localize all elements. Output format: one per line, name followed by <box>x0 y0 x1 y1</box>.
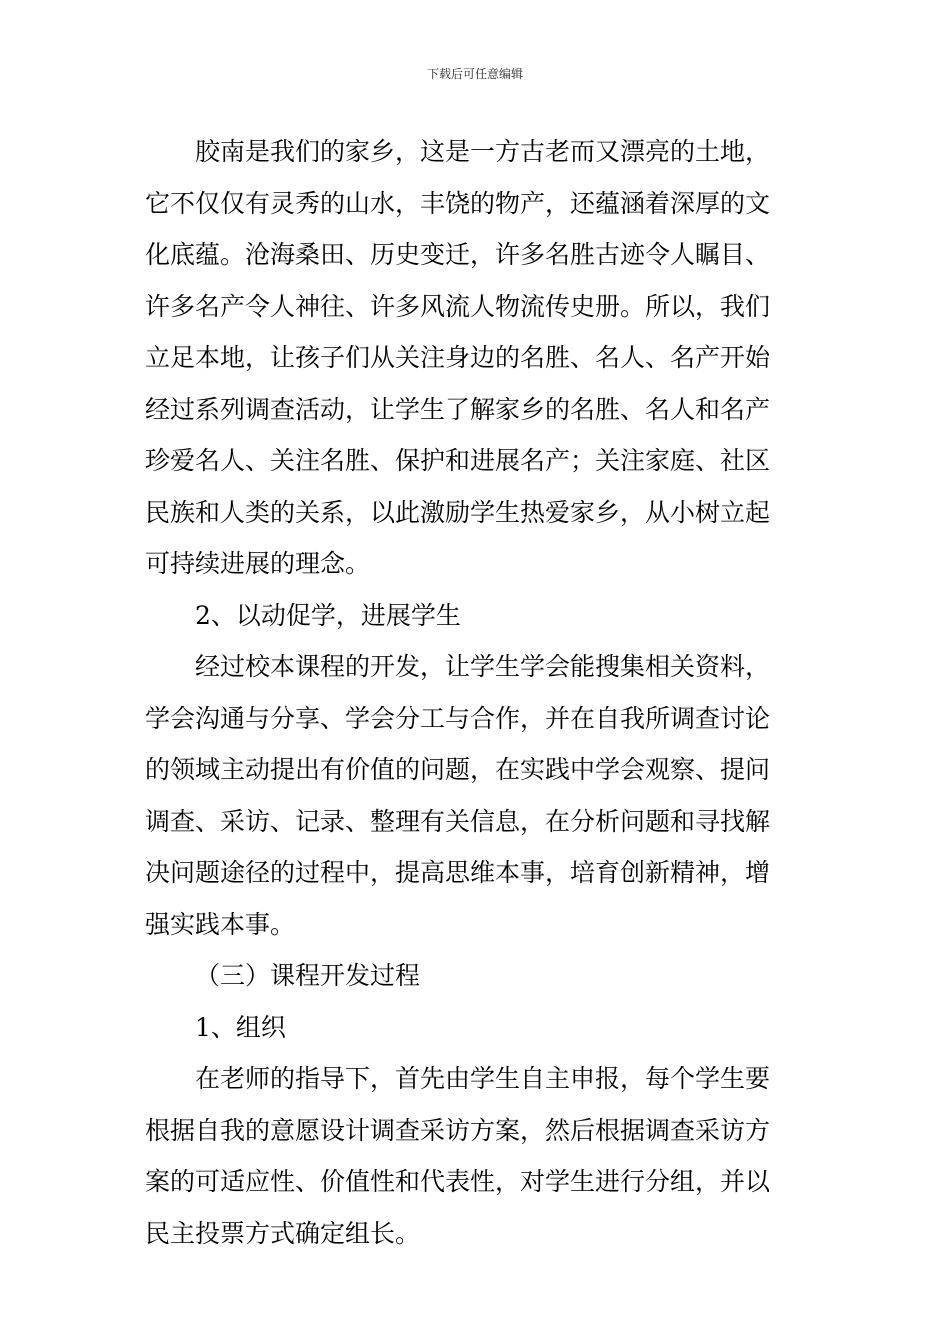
paragraph-line: 经过校本课程的开发，让学生学会能搜集相关资料， <box>195 652 771 681</box>
paragraph-line: 调查、采访、记录、整理有关信息，在分析问题和寻找解 <box>145 806 771 836</box>
paragraph-line: 案的可适应性、价值性和代表性，对学生进行分组，并以 <box>145 1167 771 1196</box>
paragraph-line: 经过系列调查活动，让学生了解家乡的名胜、名人和名产 <box>145 394 771 424</box>
document-body <box>145 126 810 1259</box>
paragraph-line: 立足本地，让孩子们从关注身边的名胜、名人、名产开始 <box>145 343 771 372</box>
paragraph-line: 决问题途径的过程中，提高思维本事，培育创新精神，增 <box>145 858 771 887</box>
section-heading: 2、以动促学，进展学生 <box>195 600 461 630</box>
paragraph-line: 胶南是我们的家乡，这是一方古老而又漂亮的土地， <box>195 137 771 166</box>
paragraph-line: 民主投票方式确定组长。 <box>145 1218 421 1248</box>
page-header: 下载后可任意编辑 <box>426 67 523 81</box>
section-heading: 1、组织 <box>195 1012 286 1042</box>
paragraph-line: 强实践本事。 <box>145 909 296 939</box>
paragraph-line: 根据自我的意愿设计调查采访方案，然后根据调查采访方 <box>145 1115 771 1145</box>
paragraph-line: 许多名产令人神往、许多风流人物流传史册。所以，我们 <box>145 291 771 321</box>
paragraph-line: 学会沟通与分享、学会分工与合作，并在自我所调查讨论 <box>145 703 771 733</box>
paragraph-line: 民族和人类的关系，以此激励学生热爱家乡，从小树立起 <box>145 497 771 527</box>
paragraph-line: 化底蕴。沧海桑田、历史变迁，许多名胜古迹令人瞩目、 <box>145 240 771 269</box>
paragraph-line: 可持续进展的理念。 <box>145 549 371 578</box>
section-heading: （三）课程开发过程 <box>195 961 421 990</box>
paragraph-line: 的领域主动提出有价值的问题，在实践中学会观察、提问 <box>145 755 771 784</box>
paragraph-line: 珍爱名人、关注名胜、保护和进展名产；关注家庭、社区 <box>145 446 771 475</box>
paragraph-line: 它不仅仅有灵秀的山水，丰饶的物产，还蕴涵着深厚的文 <box>145 188 771 218</box>
paragraph-line: 在老师的指导下，首先由学生自主申报，每个学生要 <box>195 1064 771 1093</box>
